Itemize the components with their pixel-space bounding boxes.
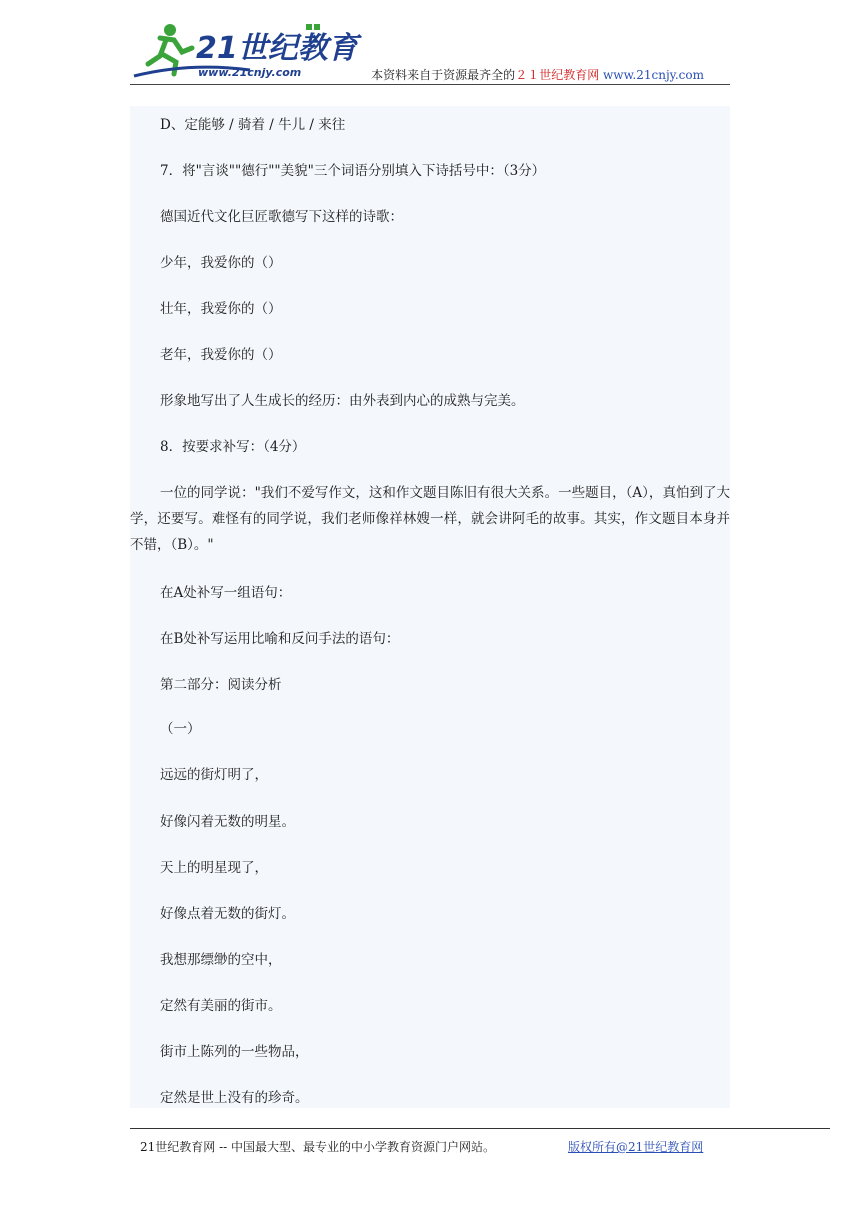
option-d: D、定能够 / 骑着 / 牛儿 / 来往 xyxy=(160,117,346,133)
source-url-link[interactable]: www.21cnjy.com xyxy=(603,68,704,82)
poem-line: 天上的明星现了， xyxy=(160,860,268,876)
footer-divider xyxy=(130,1128,830,1129)
source-site-name[interactable]: ２１世纪教育网 xyxy=(515,68,600,82)
poem-line: 定然是世上没有的珍奇。 xyxy=(160,1090,309,1106)
question-7-intro: 德国近代文化巨匠歌德写下这样的诗歌： xyxy=(160,209,403,225)
footer-text: 21世纪教育网 -- 中国最大型、最专业的中小学教育资源门户网站。 xyxy=(140,1140,496,1154)
site-logo[interactable] xyxy=(130,18,358,82)
poem-line: 远远的街灯明了， xyxy=(160,767,268,783)
question-8: 8．按要求补写：（4分） xyxy=(160,439,306,455)
poem-line-youth: 少年，我爱你的（） xyxy=(160,255,282,271)
document-body xyxy=(130,106,730,1108)
logo-url: www.21cnjy.com xyxy=(198,66,302,79)
question-8-paragraph: 一位的同学说："我们不爱写作文，这和作文题目陈旧有很大关系。一些题目，（A），真怕到了大学，还要写。难怪有的同学说，我们老师像祥林嫂一样，就会讲阿毛的故事。其实，作文题目本身并不错，（B）。" xyxy=(130,485,730,553)
runner-logo-icon xyxy=(130,18,358,82)
source-prefix: 本资料来自于资源最齐全的 xyxy=(371,68,516,82)
poem-line: 定然有美丽的街市。 xyxy=(160,998,282,1014)
section-1-heading: （一） xyxy=(160,721,201,737)
question-7-summary: 形象地写出了人生成长的经历：由外表到内心的成熟与完美。 xyxy=(160,393,525,409)
poem-line: 好像点着无数的街灯。 xyxy=(160,906,295,922)
header-divider xyxy=(130,84,730,85)
poem-line: 好像闪着无数的明星。 xyxy=(160,814,295,830)
poem-line-old: 老年，我爱你的（） xyxy=(160,347,282,363)
question-7: 7．将"言谈""德行""美貌"三个词语分别填入下诗括号中：（3分） xyxy=(160,163,546,179)
question-8-part-b: 在B处补写运用比喻和反问手法的语句： xyxy=(160,631,400,647)
poem-line-prime: 壮年，我爱你的（） xyxy=(160,301,282,317)
part-2-heading: 第二部分：阅读分析 xyxy=(160,677,282,693)
copyright-link[interactable]: 版权所有@21世纪教育网 xyxy=(568,1140,704,1154)
header-source-text xyxy=(371,66,704,83)
poem-line: 我想那缥缈的空中， xyxy=(160,952,282,968)
poem-line: 街市上陈列的一些物品， xyxy=(160,1044,309,1060)
question-8-part-a: 在A处补写一组语句： xyxy=(160,585,292,601)
page-header xyxy=(130,18,730,86)
logo-text: 21世纪教育 xyxy=(196,31,358,66)
